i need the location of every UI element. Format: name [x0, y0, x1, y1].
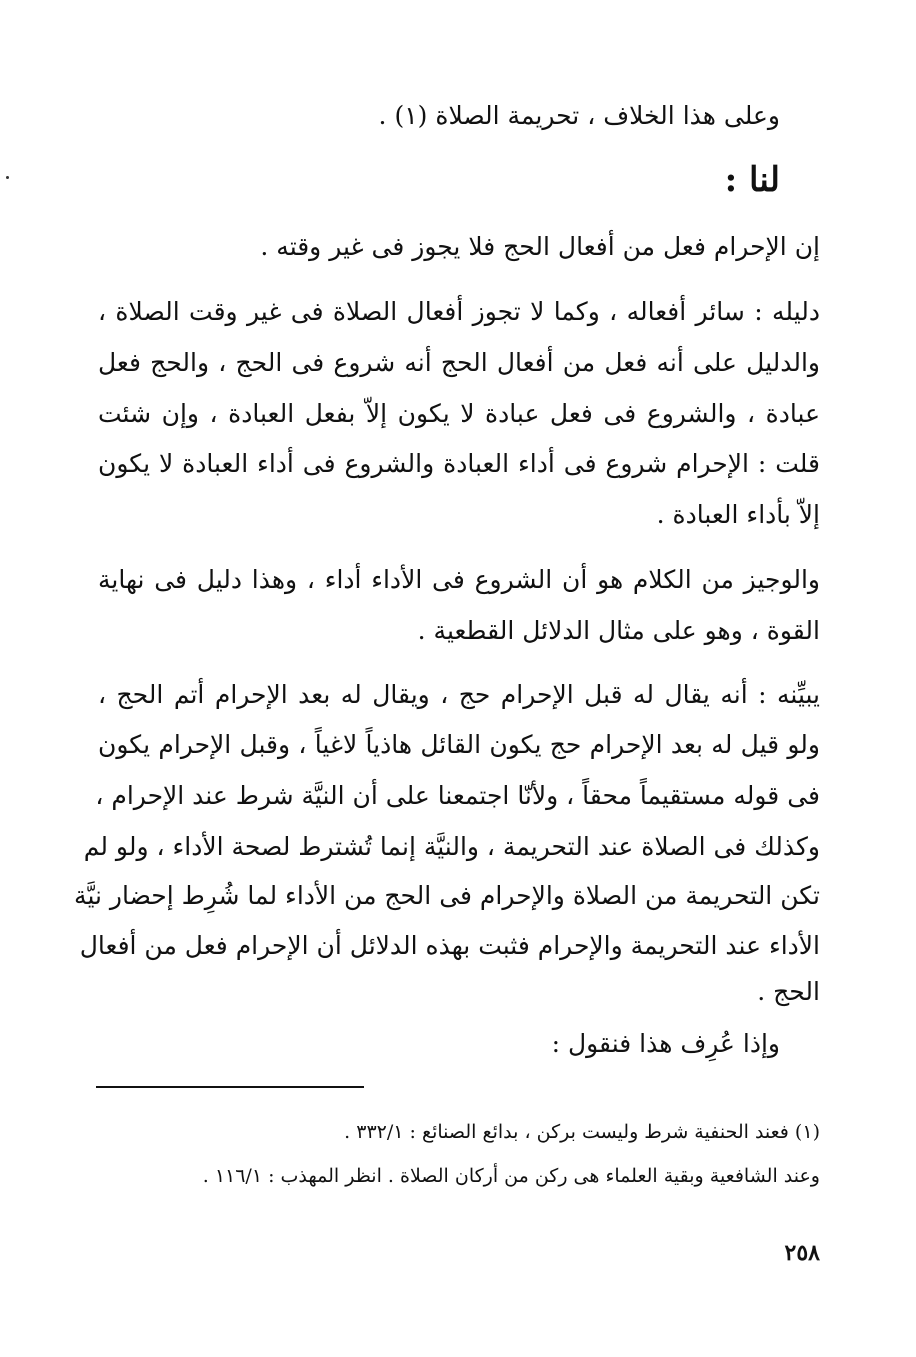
page-number: ٢٥٨: [784, 1240, 820, 1266]
paragraph-1-line-3: عبادة ، والشروع فى فعل عبادة لا يكون إلاّ بفعل العبادة ، وإن شئت: [98, 399, 820, 428]
paragraph-2-line-2: القوة ، وهو على مثال الدلائل القطعية .: [417, 616, 820, 645]
paragraph-3-line-2: ولو قيل له بعد الإحرام حج يكون القائل هاذياً لاغياً ، وقبل الإحرام يكون: [98, 730, 820, 759]
thesis-line: إن الإحرام فعل من أفعال الحج فلا يجوز فى غير وقته .: [260, 232, 820, 261]
paragraph-3-line-5: تكن التحريمة من الصلاة والإحرام فى الحج من الأداء لما شُرِط إحضار نيَّة: [74, 881, 820, 910]
paragraph-1-line-2: والدليل على أنه فعل من أفعال الحج أنه شروع فى الحج ، والحج فعل: [98, 348, 820, 377]
footnote-1: (١) فعند الحنفية شرط وليست بركن ، بدائع الصنائع : ٣٣٢/١ .: [344, 1121, 820, 1143]
paragraph-2-line-1: والوجيز من الكلام هو أن الشروع فى الأداء أداء ، وهذا دليل فى نهاية: [98, 565, 820, 594]
paragraph-1-line-5: إلاّ بأداء العبادة .: [656, 500, 820, 529]
opening-line: وعلى هذا الخلاف ، تحريمة الصلاة (١) .: [378, 101, 780, 130]
paragraph-3-line-4: وكذلك فى الصلاة عند التحريمة ، والنيَّة إنما تُشترط لصحة الأداء ، ولو لم: [83, 832, 820, 861]
paragraph-1-line-1: دليله : سائر أفعاله ، وكما لا تجوز أفعال الصلاة فى غير وقت الصلاة ،: [98, 297, 820, 326]
footnote-2: وعند الشافعية وبقية العلماء هى ركن من أركان الصلاة . انظر المهذب : ١١٦/١ .: [202, 1165, 820, 1187]
footnote-separator: [96, 1086, 364, 1088]
closing-line: وإذا عُرِف هذا فنقول :: [551, 1029, 780, 1058]
paragraph-3-line-6: الأداء عند التحريمة والإحرام فثبت بهذه الدلائل أن الإحرام فعل من أفعال: [79, 931, 820, 960]
paragraph-3-line-1: يبيِّنه : أنه يقال له قبل الإحرام حج ، ويقال له بعد الإحرام أتم الحج ،: [98, 680, 820, 709]
paragraph-3-line-3: فى قوله مستقيماً محقاً ، ولأنّا اجتمعنا على أن النيَّة شرط عند الإحرام ،: [95, 781, 820, 810]
paragraph-1-line-4: قلت : الإحرام شروع فى أداء العبادة والشروع فى أداء العبادة لا يكون: [98, 449, 820, 478]
margin-dot: [6, 176, 9, 179]
paragraph-3-line-7: الحج .: [757, 977, 820, 1006]
section-heading: لنا :: [724, 160, 780, 200]
